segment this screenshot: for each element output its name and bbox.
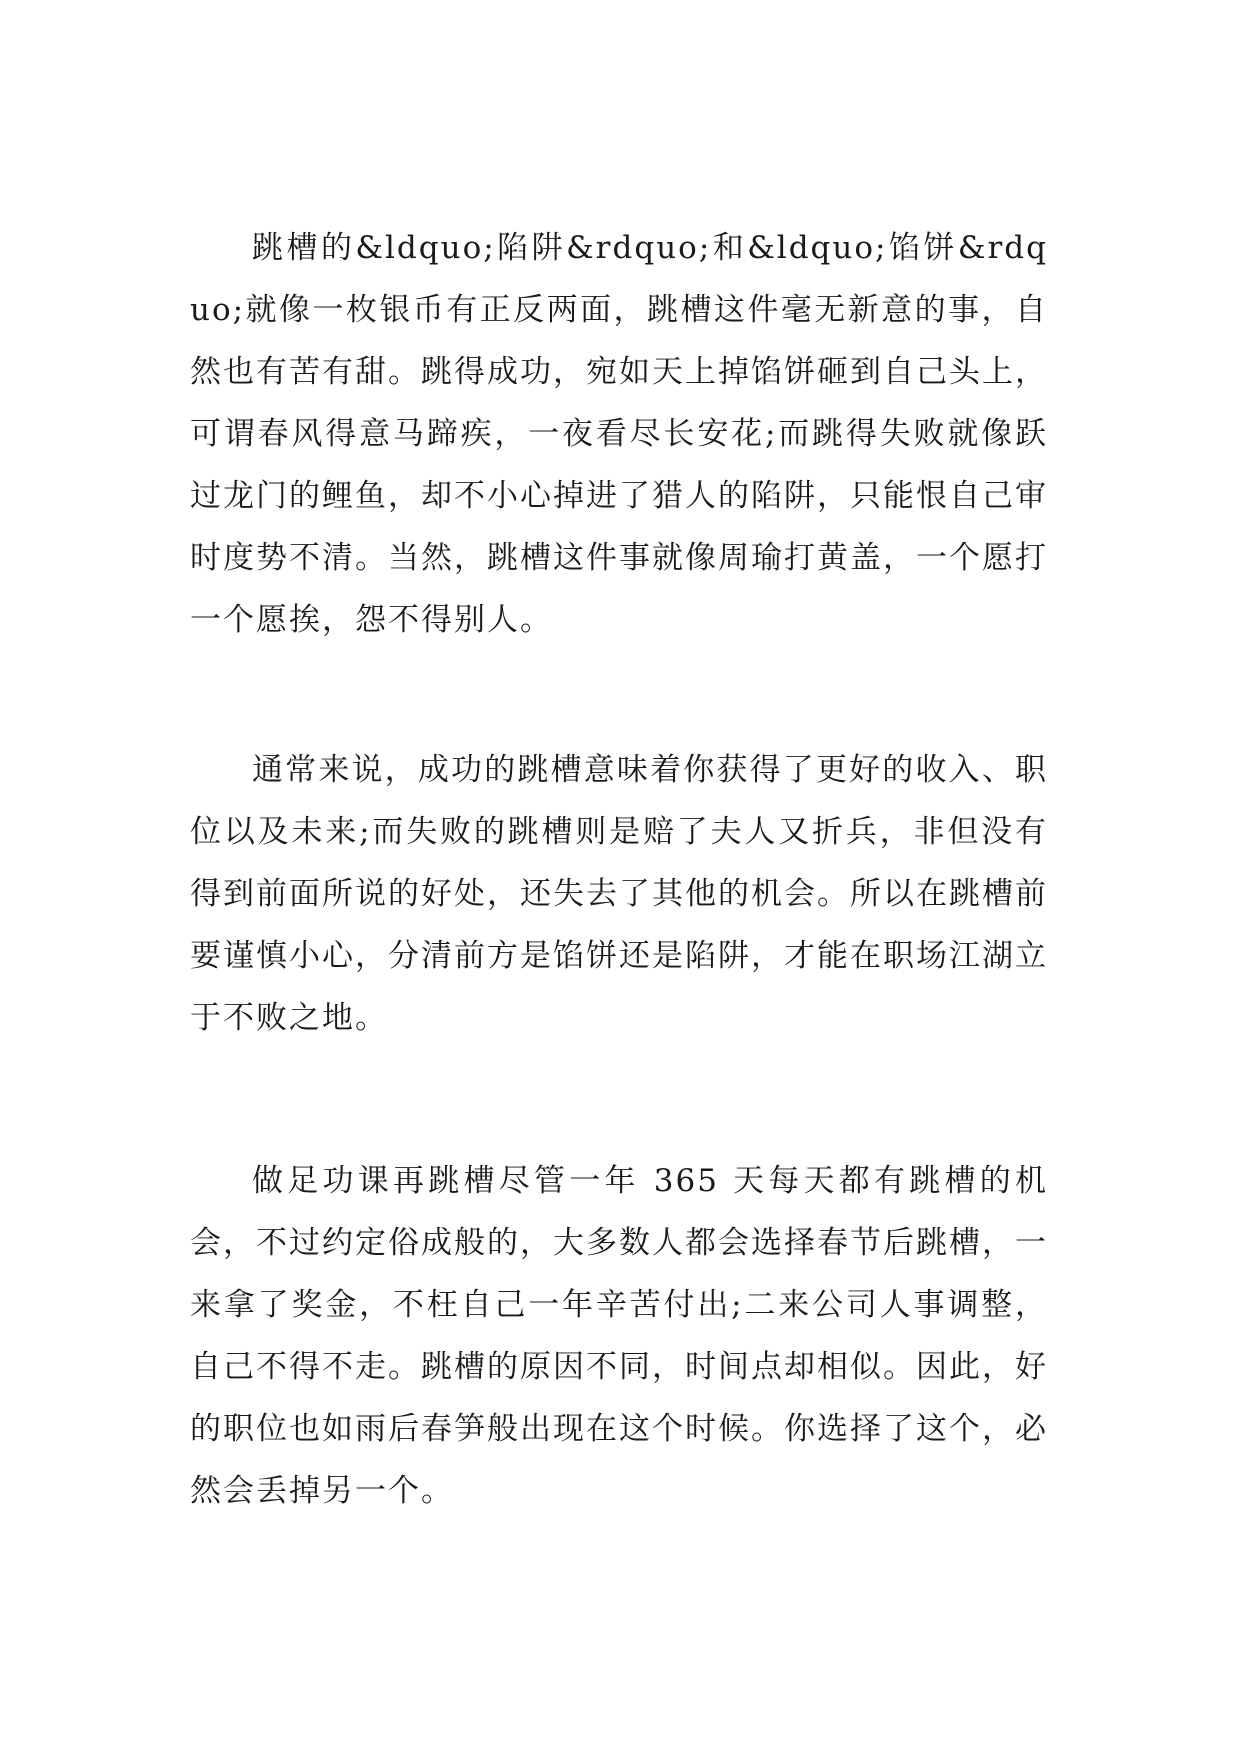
paragraph-1: 跳槽的&ldquo;陷阱&rdquo;和&ldquo;馅饼&rdquo;就像一枚银币有正反两面，跳槽这件毫无新意的事，自然也有苦有甜。跳得成功，宛如天上掉馅饼砸到自己头上，可谓春风得意马蹄疾，一夜看尽长安花;而跳得失败就像跃过龙门的鲤鱼，却不小心掉进了猎人的陷阱，只能恨自己审时度势不清。当然，跳槽这件事就像周瑜打黄盖，一个愿打一个愿挨，怨不得别人。	[190, 230, 1048, 638]
paragraph-2: 通常来说，成功的跳槽意味着你获得了更好的收入、职位以及未来;而失败的跳槽则是赔了夫人又折兵，非但没有得到前面所说的好处，还失去了其他的机会。所以在跳槽前要谨慎小心，分清前方是馅饼还是陷阱，才能在职场江湖立于不败之地。	[190, 752, 1048, 1036]
paragraph-3: 做足功课再跳槽尽管一年 365 天每天都有跳槽的机会，不过约定俗成般的，大多数人都会选择春节后跳槽，一来拿了奖金，不枉自己一年辛苦付出;二来公司人事调整，自己不得不走。跳槽的原因不同，时间点却相似。因此，好的职位也如雨后春笋般出现在这个时候。你选择了这个，必然会丢掉另一个。	[190, 1163, 1048, 1509]
